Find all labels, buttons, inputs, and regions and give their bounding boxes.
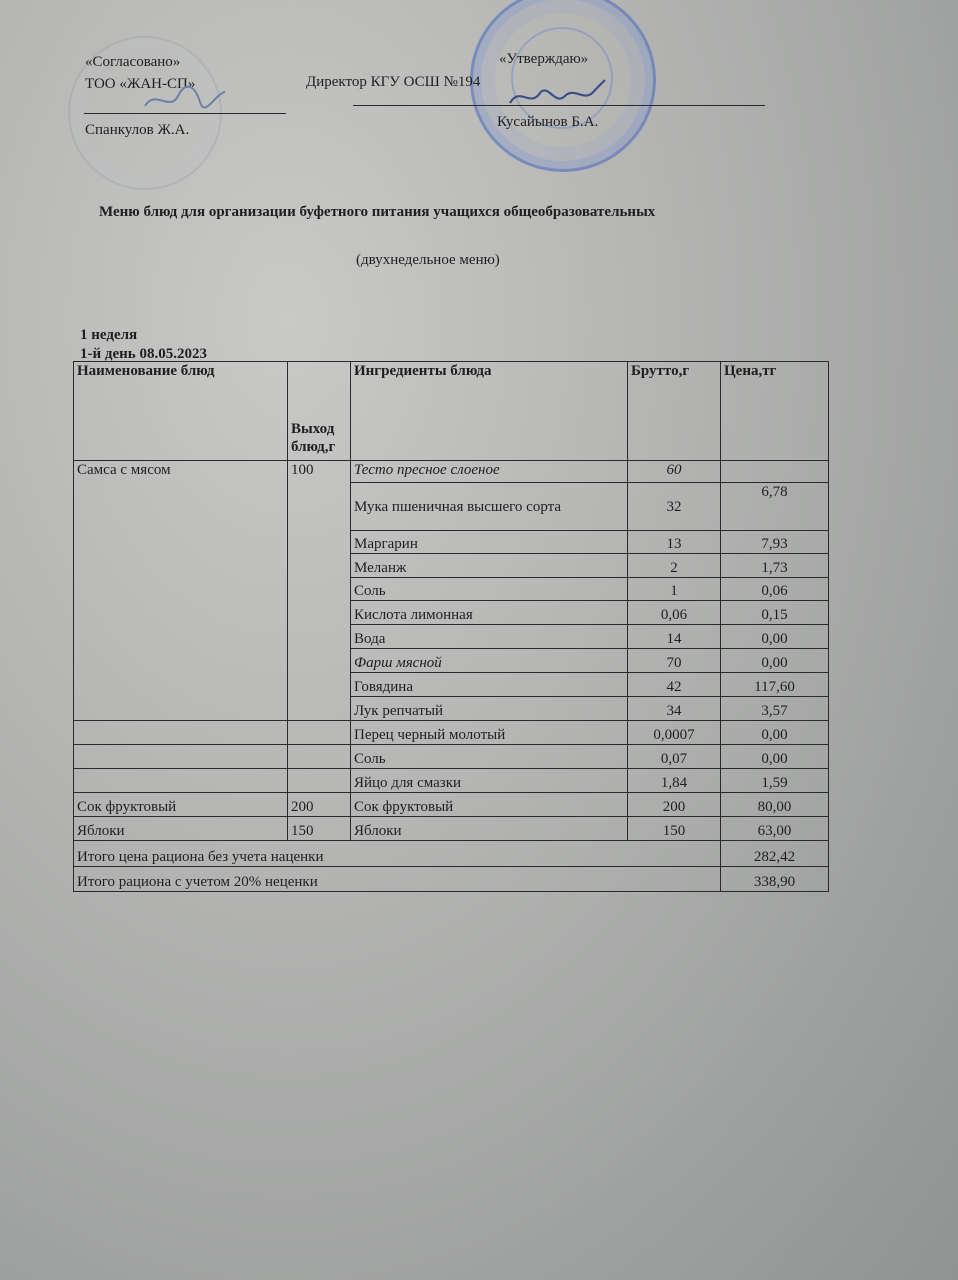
dish-yield — [288, 721, 351, 745]
ingredient-brutto: 70 — [628, 649, 721, 673]
ingredient-price — [721, 461, 829, 483]
ingredient-brutto: 0,0007 — [628, 721, 721, 745]
ingredient-name: Яблоки — [351, 817, 628, 841]
ingredient-brutto: 1,84 — [628, 769, 721, 793]
page-subtitle: (двухнедельное меню) — [356, 252, 500, 268]
signature-line-left — [84, 113, 286, 114]
table-row — [74, 817, 829, 841]
total-label: Итого рациона с учетом 20% неценки — [74, 867, 721, 892]
dish-name — [74, 745, 288, 769]
ingredient-name: Мука пшеничная высшего сорта — [351, 483, 628, 531]
total-value: 338,90 — [721, 867, 829, 892]
total-value: 282,42 — [721, 841, 829, 867]
dish-yield: 150 — [288, 817, 351, 841]
signature-line-right — [353, 105, 765, 106]
dish-name — [74, 769, 288, 793]
ingredient-name: Соль — [351, 745, 628, 769]
ingredient-brutto: 0,06 — [628, 601, 721, 625]
dish-yield — [288, 769, 351, 793]
dish-name: Сок фруктовый — [74, 793, 288, 817]
ingredient-brutto: 150 — [628, 817, 721, 841]
ingredient-brutto: 200 — [628, 793, 721, 817]
signature-left-icon — [140, 84, 230, 114]
total-row-with-markup — [74, 867, 829, 892]
header-brutto: Брутто,г — [628, 362, 721, 461]
ingredient-name: Вода — [351, 625, 628, 649]
approve-signer: Кусайынов Б.А. — [497, 114, 599, 130]
dish-name: Самса с мясом — [74, 461, 288, 721]
table-row — [74, 745, 829, 769]
ingredient-price: 6,78 — [721, 483, 829, 531]
ingredient-name: Тесто пресное слоеное — [351, 461, 628, 483]
table-row — [74, 769, 829, 793]
header-yield: Выход блюд,г — [288, 362, 351, 461]
approve-label: «Утверждаю» — [499, 51, 589, 67]
table-row — [74, 461, 829, 483]
day-label: 1-й день 08.05.2023 — [80, 346, 207, 362]
ingredient-name: Сок фруктовый — [351, 793, 628, 817]
table-header-row — [74, 362, 829, 461]
ingredient-price: 1,59 — [721, 769, 829, 793]
ingredient-name: Говядина — [351, 673, 628, 697]
ingredient-brutto: 32 — [628, 483, 721, 531]
ingredient-price: 117,60 — [721, 673, 829, 697]
ingredient-name: Соль — [351, 578, 628, 601]
table-row — [74, 721, 829, 745]
ingredient-price: 0,00 — [721, 625, 829, 649]
ingredient-price: 7,93 — [721, 531, 829, 554]
page-title: Меню блюд для организации буфетного питания учащихся общеобразовательных — [99, 204, 656, 220]
approve-position: Директор КГУ ОСШ №194 — [306, 74, 481, 90]
dish-name — [74, 721, 288, 745]
dish-yield — [288, 745, 351, 769]
ingredient-name: Перец черный молотый — [351, 721, 628, 745]
week-label: 1 неделя — [80, 327, 138, 343]
agreed-org: ТОО «ЖАН-СП» — [85, 76, 196, 92]
ingredient-name: Кислота лимонная — [351, 601, 628, 625]
ingredient-price: 0,00 — [721, 649, 829, 673]
dish-yield: 100 — [288, 461, 351, 721]
header-price: Цена,тг — [721, 362, 829, 461]
ingredient-name: Маргарин — [351, 531, 628, 554]
ingredient-name: Лук репчатый — [351, 697, 628, 721]
ingredient-brutto: 13 — [628, 531, 721, 554]
ingredient-brutto: 2 — [628, 554, 721, 578]
header-dish: Наименование блюд — [74, 362, 288, 461]
ingredient-brutto: 14 — [628, 625, 721, 649]
ingredient-name: Яйцо для смазки — [351, 769, 628, 793]
total-row-no-markup — [74, 841, 829, 867]
ingredient-price: 63,00 — [721, 817, 829, 841]
ingredient-brutto: 60 — [628, 461, 721, 483]
ingredient-brutto: 34 — [628, 697, 721, 721]
ingredient-brutto: 0,07 — [628, 745, 721, 769]
total-label: Итого цена рациона без учета наценки — [74, 841, 721, 867]
ingredient-name: Меланж — [351, 554, 628, 578]
ingredient-price: 1,73 — [721, 554, 829, 578]
menu-table — [73, 361, 829, 892]
ingredient-price: 0,00 — [721, 721, 829, 745]
table-row — [74, 793, 829, 817]
dish-yield: 200 — [288, 793, 351, 817]
agreed-signer: Спанкулов Ж.А. — [85, 122, 190, 138]
signature-right-icon — [500, 78, 610, 118]
ingredient-brutto: 1 — [628, 578, 721, 601]
ingredient-price: 80,00 — [721, 793, 829, 817]
ingredient-name: Фарш мясной — [351, 649, 628, 673]
ingredient-brutto: 42 — [628, 673, 721, 697]
ingredient-price: 0,06 — [721, 578, 829, 601]
dish-name: Яблоки — [74, 817, 288, 841]
header-ingredients: Ингредиенты блюда — [351, 362, 628, 461]
ingredient-price: 0,00 — [721, 745, 829, 769]
ingredient-price: 3,57 — [721, 697, 829, 721]
ingredient-price: 0,15 — [721, 601, 829, 625]
agreed-label: «Согласовано» — [85, 54, 181, 70]
